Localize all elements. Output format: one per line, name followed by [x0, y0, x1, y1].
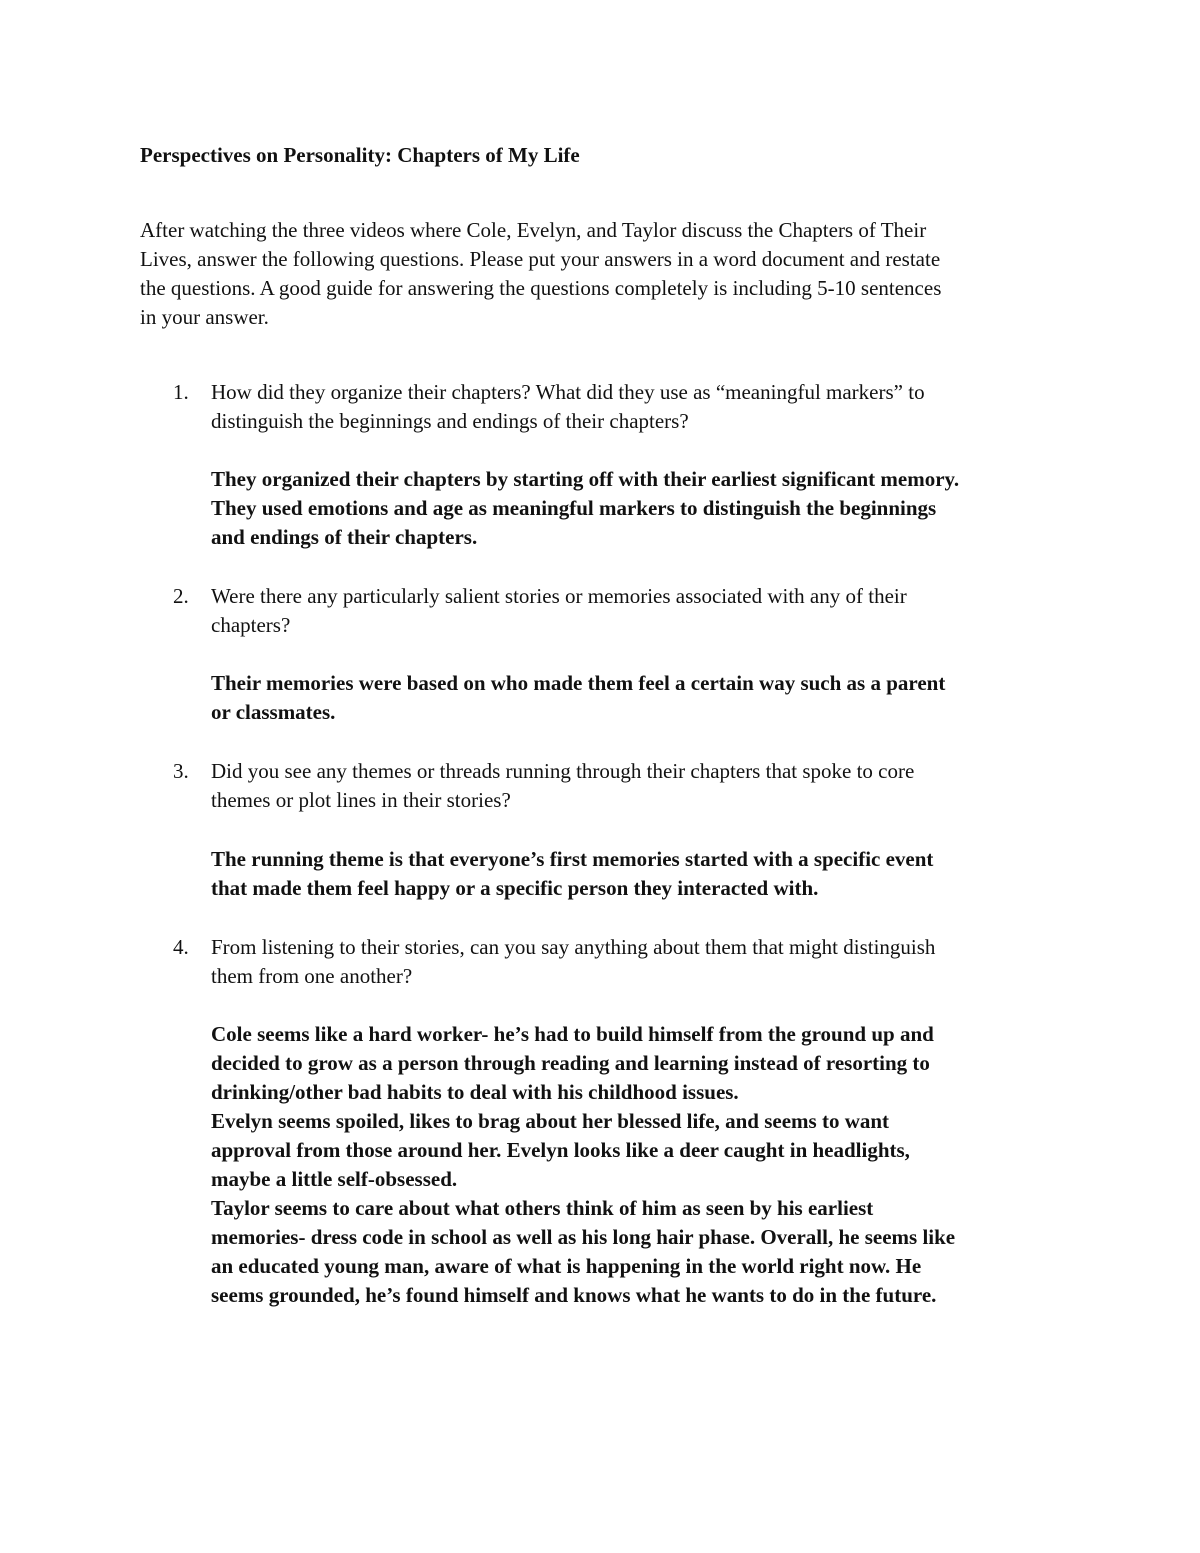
- answer-line: Taylor seems to care about what others think of him as seen by his earliest: [211, 1196, 874, 1220]
- answer-line: decided to grow as a person through reading and learning instead of resorting to: [211, 1051, 930, 1075]
- question-line: From listening to their stories, can you say anything about them that might distinguish: [211, 935, 936, 959]
- answer-line: and endings of their chapters.: [211, 525, 478, 549]
- intro-line: in your answer.: [140, 305, 269, 329]
- question-3-text: [211, 757, 1091, 815]
- answer-line: that made them feel happy or a specific person they interacted with.: [211, 876, 819, 900]
- answer-line: The running theme is that everyone’s first memories started with a specific event: [211, 847, 934, 871]
- answer-line: memories- dress code in school as well as his long hair phase. Overall, he seems like: [211, 1225, 956, 1249]
- question-line: themes or plot lines in their stories?: [211, 788, 511, 812]
- question-line: them from one another?: [211, 964, 413, 988]
- answer-4-text: [211, 1020, 1091, 1310]
- intro-line: the questions. A good guide for answering the questions completely is including 5-10 sentences: [140, 276, 942, 300]
- answer-line: seems grounded, he’s found himself and knows what he wants to do in the future.: [211, 1283, 937, 1307]
- answer-line: They organized their chapters by starting off with their earliest significant memory.: [211, 467, 960, 491]
- answer-line: Their memories were based on who made them feel a certain way such as a parent: [211, 671, 946, 695]
- answer-line: or classmates.: [211, 700, 336, 724]
- question-line: How did they organize their chapters? What did they use as “meaningful markers” to: [211, 380, 925, 404]
- question-2-text: [211, 582, 1091, 640]
- answer-2-text: [211, 669, 1091, 727]
- answer-line: approval from those around her. Evelyn looks like a deer caught in headlights,: [211, 1138, 910, 1162]
- answer-line: Evelyn seems spoiled, likes to brag about her blessed life, and seems to want: [211, 1109, 890, 1133]
- question-4-number: 4.: [173, 935, 189, 959]
- answer-line: maybe a little self-obsessed.: [211, 1167, 458, 1191]
- question-line: chapters?: [211, 613, 291, 637]
- question-line: Were there any particularly salient stories or memories associated with any of their: [211, 584, 907, 608]
- question-3-number: 3.: [173, 759, 189, 783]
- intro-paragraph: [140, 216, 1060, 332]
- answer-1-text: [211, 465, 1091, 552]
- question-line: Did you see any themes or threads running through their chapters that spoke to core: [211, 759, 915, 783]
- question-line: distinguish the beginnings and endings of their chapters?: [211, 409, 689, 433]
- answer-line: an educated young man, aware of what is happening in the world right now. He: [211, 1254, 922, 1278]
- answer-line: drinking/other bad habits to deal with his childhood issues.: [211, 1080, 739, 1104]
- answer-line: They used emotions and age as meaningful markers to distinguish the beginnings: [211, 496, 937, 520]
- intro-line: Lives, answer the following questions. Please put your answers in a word document and restate: [140, 247, 941, 271]
- question-1-number: 1.: [173, 380, 189, 404]
- intro-line: After watching the three videos where Cole, Evelyn, and Taylor discuss the Chapters of Their: [140, 218, 927, 242]
- answer-3-text: [211, 845, 1091, 903]
- question-4-text: [211, 933, 1091, 991]
- question-1-text: [211, 378, 1091, 436]
- question-2-number: 2.: [173, 584, 189, 608]
- document-title: Perspectives on Personality: Chapters of My Life: [140, 143, 580, 167]
- answer-line: Cole seems like a hard worker- he’s had to build himself from the ground up and: [211, 1022, 934, 1046]
